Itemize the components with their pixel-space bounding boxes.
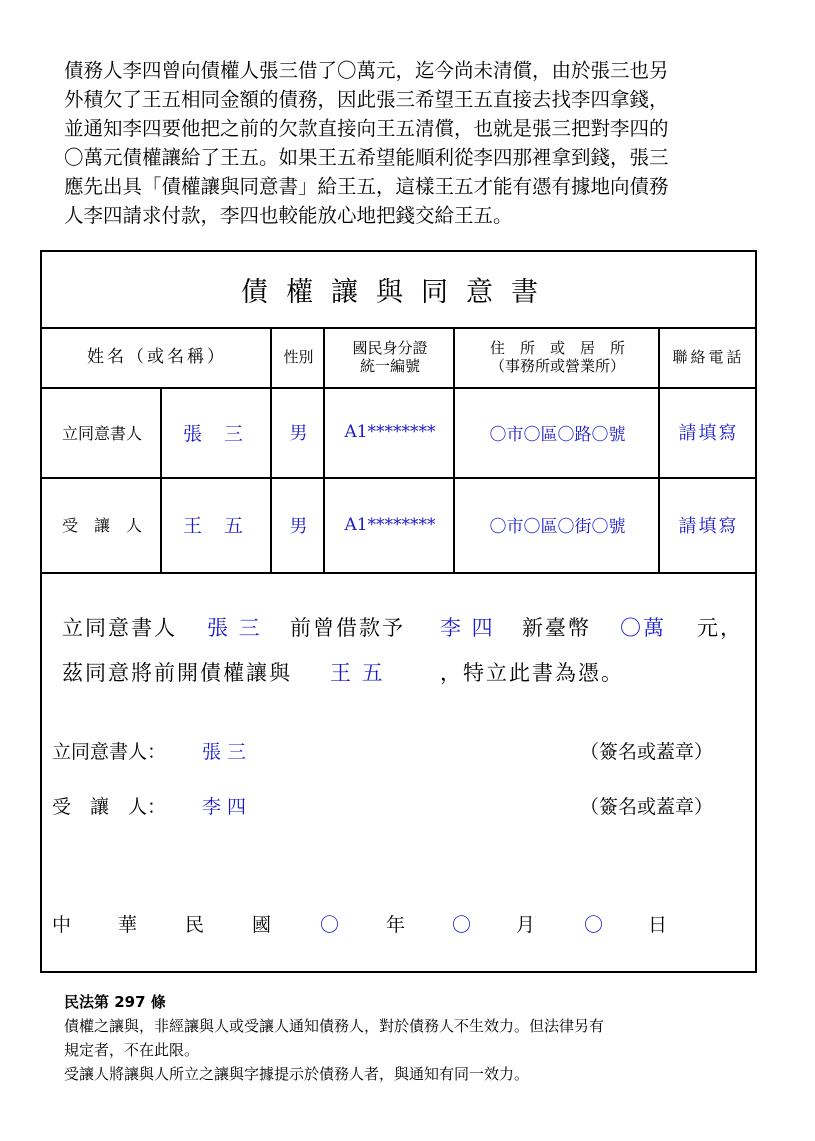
signature-note: （簽名或蓋章） bbox=[580, 741, 714, 763]
statement-text: 新臺幣 bbox=[522, 616, 591, 640]
law-line: 債權之讓與，非經讓與人或受讓人通知債務人，對於債務人不生效力。但法律另有 bbox=[64, 1017, 605, 1035]
header-address-line2: （事務所或營業所） bbox=[489, 357, 625, 375]
row-address: 〇市〇區〇路〇號 bbox=[489, 424, 626, 445]
intro-line: 外積欠了王五相同金額的債務，因此張三希望王五直接去找李四拿錢， bbox=[64, 88, 669, 111]
form-header-row bbox=[42, 327, 755, 389]
date-year: 〇 bbox=[320, 914, 340, 936]
date-char: 民 bbox=[185, 914, 205, 936]
statement-amount: 〇萬 bbox=[620, 616, 666, 640]
date-char: 中 bbox=[52, 914, 72, 936]
date-char: 華 bbox=[118, 914, 138, 936]
law-reference bbox=[64, 990, 754, 1086]
date-day: 〇 bbox=[584, 914, 604, 936]
form-title: 債權讓與同意書 bbox=[42, 252, 755, 329]
statement-debtor: 李 四 bbox=[440, 616, 495, 640]
header-id-line2: 統一編號 bbox=[359, 357, 420, 375]
row-role: 立同意書人 bbox=[61, 423, 142, 443]
row-sex: 男 bbox=[289, 515, 308, 537]
statement-grantee: 王 五 bbox=[330, 661, 385, 685]
intro-paragraph bbox=[64, 56, 736, 230]
statement-grantor: 張 三 bbox=[207, 616, 262, 640]
date-day-label: 日 bbox=[648, 914, 668, 936]
law-title: 民法第 297 條 bbox=[64, 993, 166, 1011]
intro-line: 應先出具「債權讓與同意書」給王五，這樣王五才能有憑有據地向債務 bbox=[64, 175, 669, 198]
statement-text: 前曾借款予 bbox=[290, 616, 405, 640]
row-phone: 請填寫 bbox=[678, 423, 739, 444]
date-char: 國 bbox=[252, 914, 272, 936]
row-role: 受 讓 人 bbox=[61, 516, 142, 535]
signature-label: 立同意書人： bbox=[52, 741, 167, 763]
intro-line: 〇萬元債權讓給了王五。如果王五希望能順利從李四那裡拿到錢，張三 bbox=[64, 146, 669, 169]
row-id: A1******** bbox=[344, 422, 436, 442]
row-name: 張 三 bbox=[182, 422, 252, 445]
table-row bbox=[42, 387, 755, 479]
signature-label: 受 讓 人： bbox=[52, 796, 167, 818]
date-year-label: 年 bbox=[386, 914, 406, 936]
row-id: A1******** bbox=[344, 514, 436, 535]
header-sex: 性別 bbox=[283, 348, 314, 366]
date-month-label: 月 bbox=[516, 914, 536, 936]
intro-line: 債務人李四曾向債權人張三借了〇萬元，迄今尚未清償，由於張三也另 bbox=[64, 59, 669, 82]
assignment-form bbox=[40, 250, 757, 973]
signature-name: 張 三 bbox=[202, 741, 247, 763]
header-phone: 聯絡電話 bbox=[672, 348, 745, 366]
header-address bbox=[455, 327, 660, 387]
law-line: 規定者，不在此限。 bbox=[64, 1041, 200, 1059]
row-sex: 男 bbox=[289, 423, 308, 444]
statement-text: 立同意書人 bbox=[62, 616, 177, 640]
table-row bbox=[42, 477, 755, 574]
signature-name: 李 四 bbox=[202, 796, 247, 818]
statement-area bbox=[42, 572, 755, 972]
row-name: 王 五 bbox=[182, 515, 252, 537]
statement-text: 茲同意將前開債權讓與 bbox=[62, 661, 292, 685]
header-id bbox=[325, 327, 455, 387]
header-address-line1: 住 所 或 居 所 bbox=[489, 339, 625, 357]
header-id-line1: 國民身分證 bbox=[352, 339, 428, 357]
row-phone: 請填寫 bbox=[678, 515, 739, 537]
intro-line: 人李四請求付款，李四也較能放心地把錢交給王五。 bbox=[64, 204, 513, 227]
intro-line: 並通知李四要他把之前的欠款直接向王五清償，也就是張三把對李四的 bbox=[64, 117, 669, 140]
signature-note: （簽名或蓋章） bbox=[580, 796, 714, 818]
law-line: 受讓人將讓與人所立之讓與字據提示於債務人者，與通知有同一效力。 bbox=[64, 1065, 530, 1083]
header-name: 姓名（或名稱） bbox=[87, 347, 227, 367]
date-month: 〇 bbox=[452, 914, 472, 936]
row-address: 〇市〇區〇街〇號 bbox=[489, 517, 626, 537]
statement-text: ，特立此書為憑。 bbox=[440, 661, 624, 685]
statement-text: 元， bbox=[697, 616, 743, 640]
